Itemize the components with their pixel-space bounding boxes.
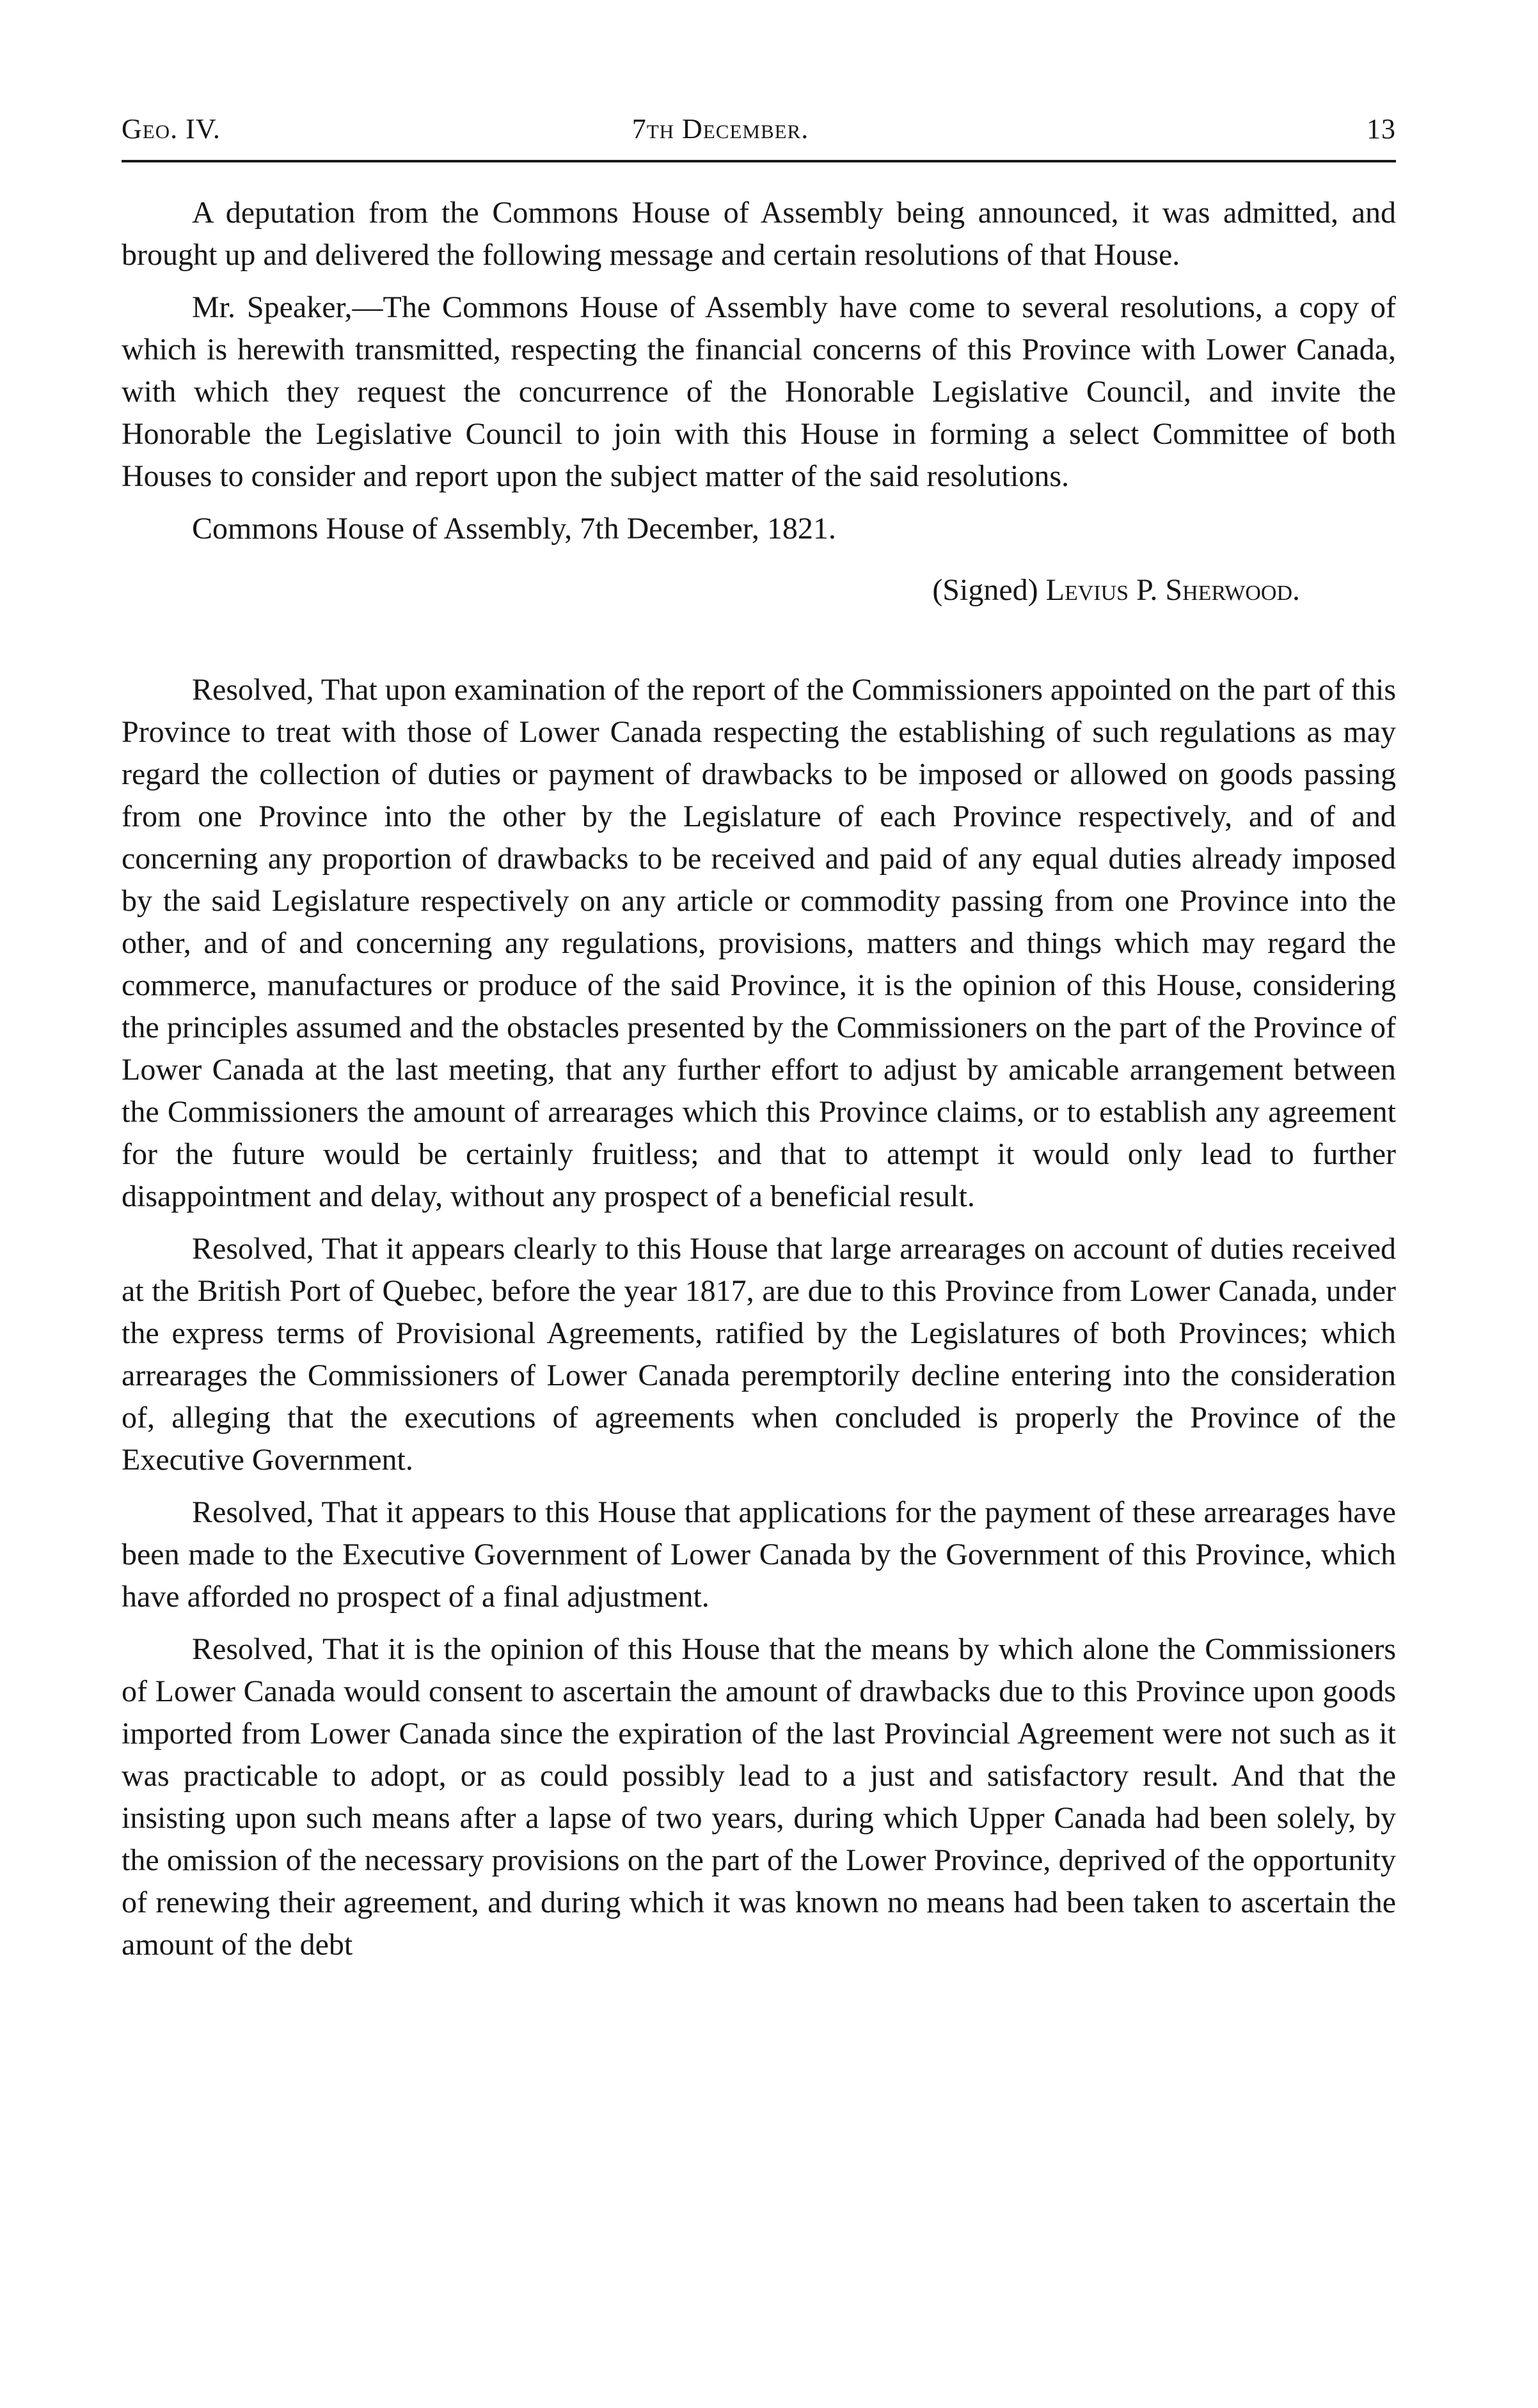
journal-text	[122, 192, 1396, 1976]
running-header	[122, 96, 1396, 147]
paragraph-deputation: A deputation from the Commons House of Assembly being announced, it was admitted, and brought up and delivered the following message and certain resolutions of that House.	[122, 196, 1396, 272]
header-reign: Geo. IV.	[122, 113, 221, 145]
paragraph-message: Mr. Speaker,—The Commons House of Assembly have come to several resolutions, a copy of which is herewith transmitted, respecting the financial concerns of this Province with Lower Canada, with which they request the concurrence of the Honorable Legislative Council, and invite the Honorable the Legislative Council to join with this House in forming a select Committee of both Houses to consider and report upon the subject matter of the said resolutions.	[122, 290, 1396, 493]
signature-prefix: (Signed)	[932, 573, 1038, 607]
page-number: 13	[1367, 113, 1396, 145]
document-page	[122, 96, 1396, 1962]
resolution-1: Resolved, That upon examination of the report of the Commissioners appointed on the part of this Province to treat with those of Lower Canada respecting the establishing of such regulations as may regard the collection of duties or payment of drawbacks to be imposed or allowed on goods passing from one Province into the other by the Legislature of each Province respectively, and of and concerning any proportion of drawbacks to be received and paid of any equal duties already imposed by the said Legislature respectively on any article or commodity passing from one Province into the other, and of and concerning any regulations, provisions, matters and things which may regard the commerce, manufactures or produce of the said Province, it is the opinion of this House, considering the principles assumed and the obstacles presented by the Commissioners on the part of the Province of Lower Canada at the last meeting, that any further effort to adjust by amicable arrangement between the Commissioners the amount of arrearages which this Province claims, or to establish any agreement for the future would be certainly fruitless; and that to attempt it would only lead to further disappointment and delay, without any prospect of a beneficial result.	[122, 673, 1396, 1213]
resolution-4: Resolved, That it is the opinion of this House that the means by which alone the Commissioners of Lower Canada would consent to ascertain the amount of drawbacks due to this Province upon goods imported from Lower Canada since the expiration of the last Provincial Agreement were not such as it was practicable to adopt, or as could possibly lead to a just and satisfactory result. And that the insisting upon such means after a lapse of two years, during which Upper Canada had been solely, by the omission of the necessary provisions on the part of the Lower Province, deprived of the opportunity of renewing their agreement, and during which it was known no means had been taken to ascertain the amount of the debt	[122, 1632, 1396, 1962]
header-rule	[122, 160, 1396, 162]
signature-name: Levius P. Sherwood.	[1045, 573, 1300, 607]
paragraph-dateline: Commons House of Assembly, 7th December, 1821.	[192, 512, 836, 546]
resolution-2: Resolved, That it appears clearly to this House that large arrearages on account of duties received at the British Port of Quebec, before the year 1817, are due to this Province from Lower Canada, under the express terms of Provisional Agreements, ratified by the Legislatures of both Provinces; which arrearages the Commissioners of Lower Canada peremptorily decline entering into the consideration of, alleging that the executions of agreements when concluded is properly the Province of the Executive Government.	[122, 1232, 1396, 1477]
signature-line	[122, 569, 1396, 611]
resolution-3: Resolved, That it appears to this House that applications for the payment of these arrearages have been made to the Executive Government of Lower Canada by the Government of this Province, which have afforded no prospect of a final adjustment.	[122, 1495, 1396, 1614]
header-date: 7th December.	[631, 113, 809, 145]
